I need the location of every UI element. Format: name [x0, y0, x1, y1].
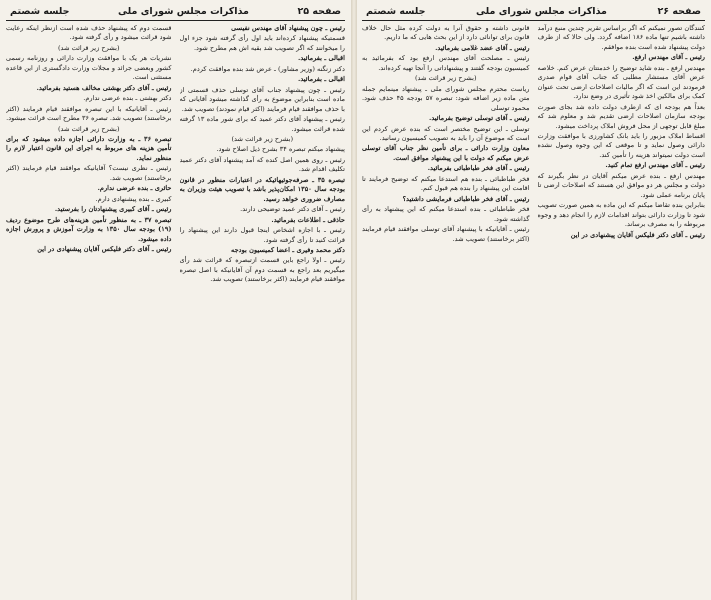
paragraph: کنندگان تصور نمیکنم که اگر براساس تقریر چندین منبع درآمد داشته باشیم تنها ماده ۱۸۶ اضافه گردد. ولی حالا که از طرف دولت پیشنهاد شده است بنده موافقم.: [537, 24, 705, 51]
paragraph: اقساط املاک مزبور را باید بانک کشاورزی با موافقت وزارت دارائی وصول نماید و تا موقعی که این وجوه وصول نشده است دولت نمیتواند هزینه را تأمین کند.: [537, 131, 705, 159]
paragraph: رئیس ـ نظری نیست؟ آقایانیکه موافقند قیام فرمایند (اکثر برخاستند) تصویب شد.: [6, 164, 172, 182]
paragraph: دکتر بهشتی ـ بنده عرضی ندارم.: [83, 94, 172, 103]
paragraph: رئیس ـ آقایانیکه با این تبصره موافقند قیام فرمایند (اکثر برخاستند) تصویب شد. تبصره ۳۶ مطرح است قرائت میشود.: [6, 104, 172, 123]
paragraph: (بشرح زیر قرائت شد): [414, 74, 477, 83]
text-column-right: [180, 24, 346, 600]
paragraph: رئیس ـ آقای دکتر عمید توضیحی دارند.: [240, 205, 345, 214]
paragraph: فخر طباطبائی ـ بنده استدعا میکنم که این پیشنهاد به رأی گذاشته شود.: [362, 205, 530, 223]
paragraph: حائری ـ بنده عرضی ندارم.: [97, 184, 172, 193]
paragraph: بنابراین بنده تقاضا میکنم که این ماده به همین صورت تصویب شود تا وزارت دارائی بتواند اقدامات لازم را انجام دهد و وجوه مربوطه را به مصرف برساند.: [537, 201, 705, 229]
session-title: جلسه شصتم: [10, 6, 70, 17]
paragraph: (بشرح زیر قرائت شد): [57, 124, 120, 133]
paragraph: اقبالی ـ بفرمائید.: [298, 75, 345, 84]
paragraph: قانونی داشته و حقوق آنرا به دولت کرده مثل حال خلاف قانون برای توانائی دارد از این بحث هایی که ما داریم.: [362, 24, 530, 42]
paragraph: حاذقی ـ اطلاعات بفرمائید.: [271, 215, 345, 224]
session-title: جلسه شصتم: [366, 6, 426, 17]
paragraph: مهندس ارفع ـ بنده عرض میکنم آقایان در نظر بگیرند که دولت و مجلس هر دو موافق این هستند که اصلاحات ارضی تا پایان برنامه عملی شود.: [537, 171, 705, 199]
paragraph: رئیس ـ آقای عضد غلامی بفرمائید.: [435, 43, 530, 52]
text-column-right: [538, 24, 706, 600]
paragraph: رئیس ـ آقایانیکه با پیشنهاد آقای توسلی موافقند قیام فرمایند (اکثر برخاستند) تصویب شد.: [362, 225, 530, 243]
page-header: [6, 4, 345, 21]
paragraph: کبیری ـ بنده پیشنهادی دارم.: [95, 194, 172, 203]
paragraph: رئیس ـ چون پیشنهاد آقای مهندس نفیسی: [231, 24, 345, 32]
paragraph: بعداً هم بودجه ای که ازطرف دولت داده شد بجای صورت بودجه سازمان اصلاحات ارضی تقدیم شد و معلوم شد که مبلغ قابل توجهی از محل فروش املاک پرداخت میشود.: [537, 102, 705, 130]
text-column-left: [362, 24, 530, 600]
page-header: [362, 4, 705, 21]
paragraph: رئیس ـ آقای مهندس ارفع.: [632, 53, 705, 62]
paragraph: تبصره ۳۵ ـ صرفه‌جوئیهائیکه در اعتبارات منظور در قانون بودجه سال ۱۳۵۰ امکان‌پذیر باشد با تصویب هیئت وزیران به مصارف ضروری خواهد رسید.: [179, 175, 345, 203]
paragraph: فخر طباطبائی ـ بنده هم استدعا میکنم که توضیح فرمایند تا اقامت این پیشنهاد را بنده هم قبول کنم.: [362, 174, 530, 193]
paragraph: قسمت دوم که پیشنهاد حذف شده است ازنظر اینکه رعایت شود قرائت میشود و رأی گرفته شود.: [6, 24, 172, 42]
publication-title: مذاکرات مجلس شورای ملی: [476, 6, 607, 17]
paragraph: رئیس ـ اولا راجع باین قسمت ازتبصره که قرائت شد رأی میگیریم بعد راجع به قسمت دوم آن آقایانیکه با اصل تبصره موافقند قیام فرمایند (اکثر برخاستند) تصویب شد.: [179, 256, 345, 284]
paragraph: دکتر زنگنه (وزیر مشاور) ـ عرض شد بنده موافقت کردم.: [190, 64, 345, 73]
paragraph: تبصره ۳۶ ـ به وزارت دارائی اجازه داده میشود که برای تأمین هزینه های مربوط به اجرای این قانون اعتبار لازم را منظور نماید.: [6, 134, 172, 162]
page-number: صفحه ۲۵: [297, 6, 341, 17]
paragraph: قسمتیکه پیشنهاد کرده‌اند باید اول رأی گرفته شود جزء اول را میخوانند که اگر تصویب شد بقیه اش هم مطرح شود.: [179, 34, 345, 52]
paragraph: رئیس ـ روی همین اصل کنده که آمد پیشنهاد آقای دکتر عمید تکلیف اقدام شد.: [179, 155, 345, 174]
paragraph: ریاست محترم مجلس شورای ملی ـ پیشنهاد مینمایم جمله متن ماده زیر اضافه شود: تبصره ۵۷ بودجه ۴۵ حذف شود. محمود توسلی: [362, 84, 530, 112]
paragraph: تبصره ۳۷ ـ به منظور تأمین هزینه‌های طرح موضوع ردیف (۱۹) بودجه سال ۱۳۵۰ به وزارت آموزش و پرورش اجازه داده میشود.: [6, 215, 172, 243]
right-page: [356, 0, 711, 600]
text-column-left: [6, 24, 172, 600]
paragraph: رئیس ـ آقای فخر طباطبائی فرمایشی داشتید؟: [402, 194, 530, 203]
left-page: [0, 0, 352, 600]
paragraph: پیشنهاد میکنم تبصره ۳۴ بشرح ذیل اصلاح شود.: [216, 145, 345, 154]
paragraph: رئیس ـ پیشنهاد آقای دکتر عمید که برای شور ماده ۱۳ گرفته شده قرائت میشود.: [179, 115, 345, 133]
page-number: صفحه ۲۶: [657, 6, 701, 17]
paragraph: رئیس ـ آقای توسلی توضیح بفرمائید.: [429, 114, 530, 123]
paragraph: (بشرح زیر قرائت شد): [57, 43, 120, 52]
paragraph: رئیس ـ آقای دکتر بهشتی مخالف هستید بفرمائید.: [36, 83, 172, 92]
paragraph: رئیس ـ چون پیشنهاد جناب آقای توسلی حذف قسمتی از ماده است بنابراین موضوع به رأی گذاشته میشود آقایانی که با حذف موافقند قیام فرمایند (اکثر قیام نمودند) تصویب شد.: [179, 85, 345, 113]
paragraph: (بشرح زیر قرائت شد): [231, 134, 294, 143]
paragraph: رئیس ـ آقای کبیری پیشنهادتان را بفرستید.: [54, 205, 172, 214]
paragraph: رئیس ـ آقای دکتر فلیکس آقایان پیشنهادی در این: [37, 244, 172, 253]
paragraph: رئیس ـ آقای مهندس ارفع تمام کنید.: [605, 161, 705, 170]
paragraph: رئیس ـ آقای فخر طباطبائی بفرمائید.: [427, 164, 530, 173]
paragraph: مهندس ارفع ـ بنده شاید توضیح را خدمتتان عرض کنم. خلاصه عرض آقای مستشار مطلبی که جناب آقای قوام صدری فرمودند این است که اگر مالیات اصلاحات ارضی تحت عنوان کمک برای مالکین اخذ شود تأثیری در وضع ندارد.: [537, 63, 705, 101]
paragraph: رئیس ـ آقای دکتر فلیکس آقایان پیشنهادی در این: [570, 230, 705, 239]
paragraph: دکتر محمد وفیری ـ اعضا کمیسیون بودجه: [231, 245, 345, 254]
paragraph: رئیس ـ با اجازه اشخاص اینجا قبول دارند این پیشنهاد را قرائت کنید تا رأی گرفته شود.: [179, 226, 345, 244]
paragraph: توسلی ـ این توضیح مختصر است که بنده عرض کردم این است که موضوع آن را باید به تصویب کمیسیون رسانید.: [362, 124, 530, 142]
paragraph: رئیس ـ مصلحت آقای مهندس ارفع بود که بفرمائید به کمیسیون بودجه گفتند و پیشنهاداتی را آنجا تهیه کرده‌اند.: [362, 54, 530, 72]
paragraph: اقبالی ـ بفرمائید.: [298, 54, 345, 63]
paragraph: معاون وزارت دارائی ـ برای تأمین نظر جناب آقای توسلی عرض میکنم که دولت با این پیشنهاد موافق است.: [362, 144, 530, 162]
publication-title: مذاکرات مجلس شورای ملی: [118, 6, 249, 17]
paragraph: نشریات هر یک با موافقت وزارت دارائی و روزنامه رسمی کشور وبعضی جرائد و مجلات وزارت دادگستری از این قاعده مستثنی است.: [6, 54, 172, 82]
